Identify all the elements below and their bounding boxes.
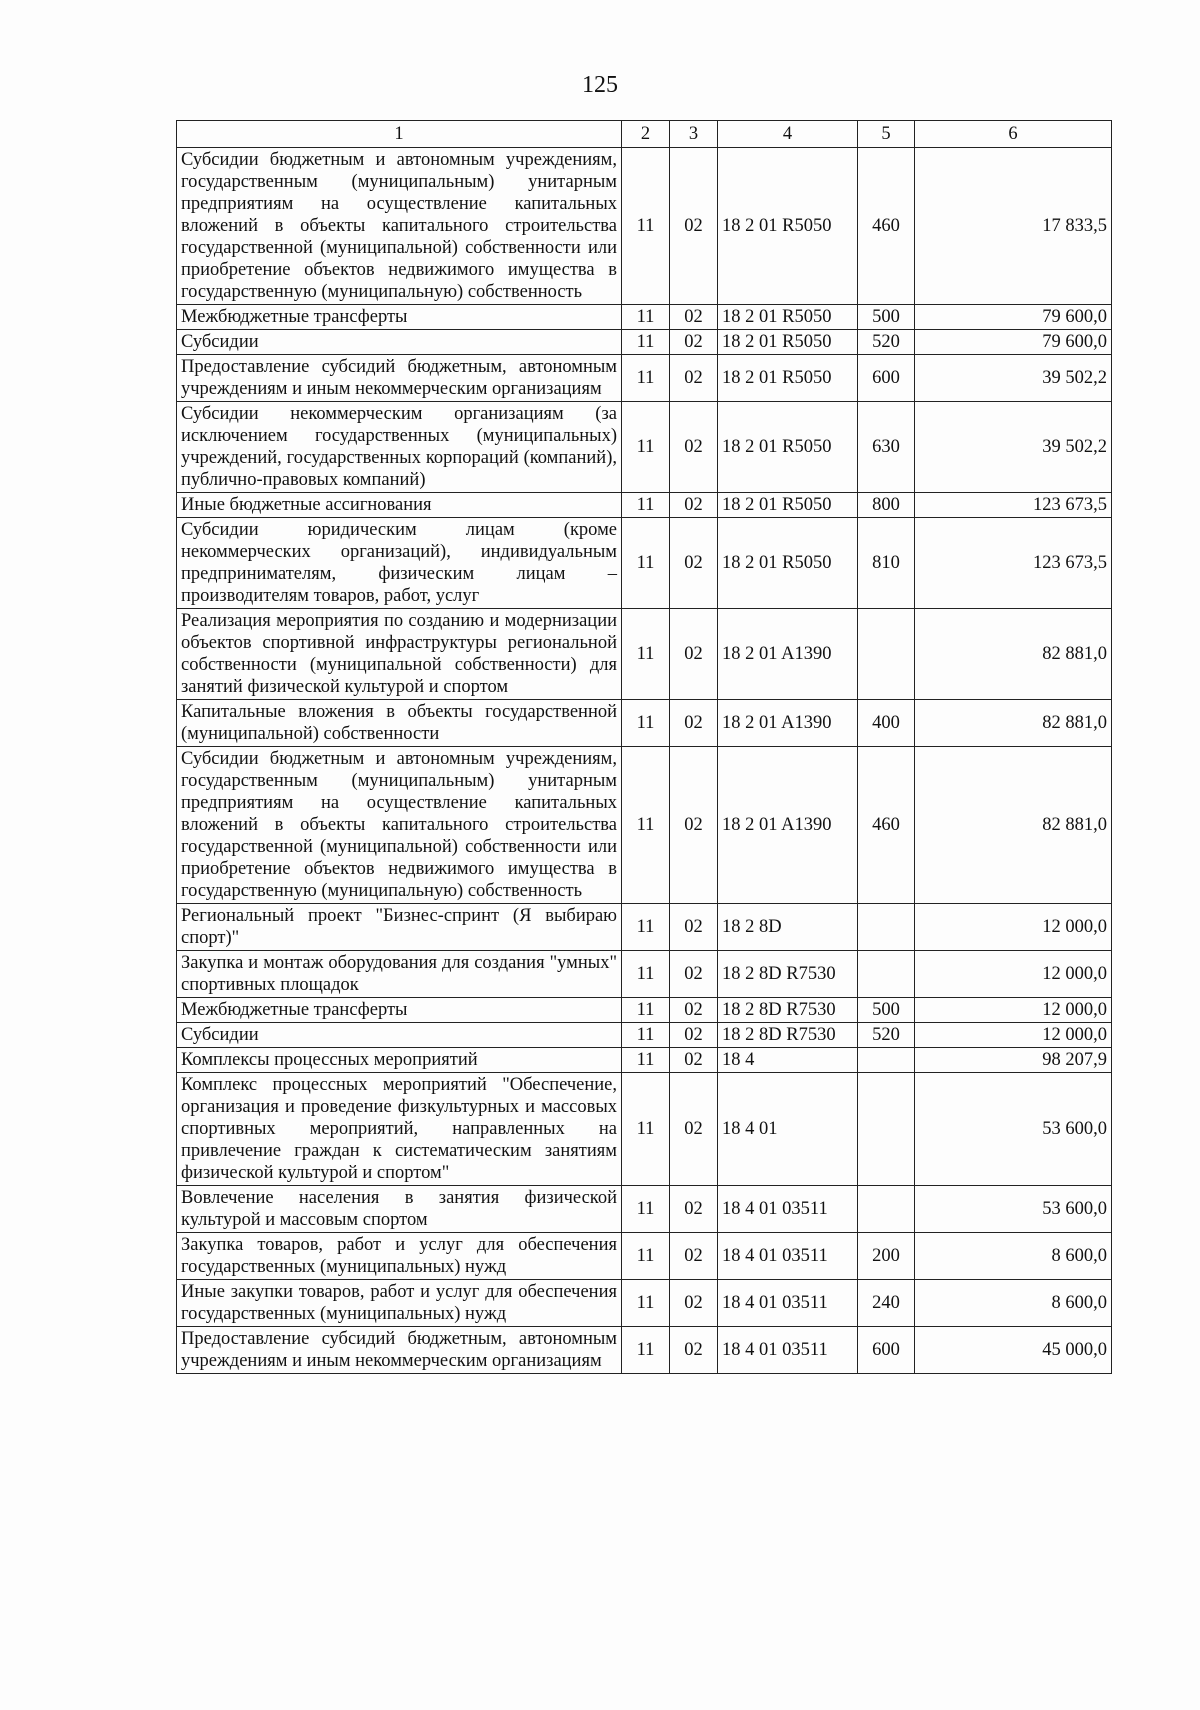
row-expense-type: 460	[858, 747, 915, 904]
row-name: Субсидии	[177, 1023, 622, 1048]
row-amount: 8 600,0	[915, 1233, 1112, 1280]
row-subsection: 02	[670, 1023, 718, 1048]
row-name: Вовлечение населения в занятия физической культурой и массовым спортом	[177, 1186, 622, 1233]
row-amount: 45 000,0	[915, 1327, 1112, 1374]
row-section: 11	[622, 904, 670, 951]
row-subsection: 02	[670, 1073, 718, 1186]
row-section: 11	[622, 1280, 670, 1327]
column-header-amount: 6	[915, 121, 1112, 148]
row-amount: 53 600,0	[915, 1073, 1112, 1186]
row-target: 18 2 8D R7530	[718, 1023, 858, 1048]
row-target: 18 2 01 R5050	[718, 518, 858, 609]
row-amount: 123 673,5	[915, 493, 1112, 518]
row-amount: 8 600,0	[915, 1280, 1112, 1327]
row-expense-type: 200	[858, 1233, 915, 1280]
column-header-subsection: 3	[670, 121, 718, 148]
row-amount: 82 881,0	[915, 747, 1112, 904]
row-subsection: 02	[670, 1233, 718, 1280]
row-expense-type	[858, 951, 915, 998]
row-name: Межбюджетные трансферты	[177, 305, 622, 330]
table-row	[177, 148, 1112, 305]
row-name: Иные закупки товаров, работ и услуг для обеспечения государственных (муниципальных) нужд	[177, 1280, 622, 1327]
row-name: Капитальные вложения в объекты государственной (муниципальной) собственности	[177, 700, 622, 747]
row-name: Предоставление субсидий бюджетным, автономным учреждениям и иным некоммерческим организациям	[177, 355, 622, 402]
row-target: 18 2 01 A1390	[718, 609, 858, 700]
row-target: 18 4 01 03511	[718, 1327, 858, 1374]
row-subsection: 02	[670, 305, 718, 330]
row-expense-type: 520	[858, 330, 915, 355]
row-section: 11	[622, 998, 670, 1023]
row-name: Предоставление субсидий бюджетным, автономным учреждениям и иным некоммерческим организациям	[177, 1327, 622, 1374]
column-header-target: 4	[718, 121, 858, 148]
row-target: 18 2 01 R5050	[718, 305, 858, 330]
row-subsection: 02	[670, 951, 718, 998]
row-name: Закупка товаров, работ и услуг для обеспечения государственных (муниципальных) нужд	[177, 1233, 622, 1280]
row-target: 18 2 01 A1390	[718, 700, 858, 747]
row-amount: 123 673,5	[915, 518, 1112, 609]
row-expense-type: 520	[858, 1023, 915, 1048]
row-subsection: 02	[670, 904, 718, 951]
table-row	[177, 1073, 1112, 1186]
row-section: 11	[622, 330, 670, 355]
row-expense-type: 600	[858, 355, 915, 402]
row-amount: 53 600,0	[915, 1186, 1112, 1233]
row-amount: 39 502,2	[915, 402, 1112, 493]
row-name: Реализация мероприятия по созданию и модернизации объектов спортивной инфраструктуры региональной собственности (муниципальной собственности) для занятий физической культурой и спортом	[177, 609, 622, 700]
row-expense-type: 600	[858, 1327, 915, 1374]
row-subsection: 02	[670, 493, 718, 518]
row-target: 18 2 8D	[718, 904, 858, 951]
table-row	[177, 355, 1112, 402]
row-expense-type	[858, 609, 915, 700]
row-expense-type: 800	[858, 493, 915, 518]
row-target: 18 2 01 R5050	[718, 148, 858, 305]
page-number: 125	[582, 72, 618, 98]
row-section: 11	[622, 402, 670, 493]
row-subsection: 02	[670, 998, 718, 1023]
column-header-section: 2	[622, 121, 670, 148]
row-name: Региональный проект "Бизнес-спринт (Я выбираю спорт)"	[177, 904, 622, 951]
row-amount: 98 207,9	[915, 1048, 1112, 1073]
row-name: Субсидии юридическим лицам (кроме некоммерческих организаций), индивидуальным предпринимателям, физическим лицам – производителям товаров, работ, услуг	[177, 518, 622, 609]
row-section: 11	[622, 493, 670, 518]
table-row	[177, 402, 1112, 493]
row-target: 18 2 01 A1390	[718, 747, 858, 904]
row-subsection: 02	[670, 1280, 718, 1327]
table-row	[177, 951, 1112, 998]
row-target: 18 2 8D R7530	[718, 951, 858, 998]
row-section: 11	[622, 951, 670, 998]
row-expense-type	[858, 1048, 915, 1073]
row-target: 18 2 01 R5050	[718, 330, 858, 355]
row-expense-type: 240	[858, 1280, 915, 1327]
row-section: 11	[622, 1023, 670, 1048]
row-subsection: 02	[670, 1327, 718, 1374]
row-amount: 79 600,0	[915, 305, 1112, 330]
row-target: 18 4 01 03511	[718, 1186, 858, 1233]
table-row	[177, 1327, 1112, 1374]
table-row	[177, 1048, 1112, 1073]
row-name: Субсидии	[177, 330, 622, 355]
row-section: 11	[622, 518, 670, 609]
table-row	[177, 1023, 1112, 1048]
column-header-name: 1	[177, 121, 622, 148]
row-target: 18 4 01 03511	[718, 1233, 858, 1280]
row-amount: 12 000,0	[915, 951, 1112, 998]
table-row	[177, 1233, 1112, 1280]
row-amount: 39 502,2	[915, 355, 1112, 402]
row-section: 11	[622, 1327, 670, 1374]
row-target: 18 2 01 R5050	[718, 402, 858, 493]
row-name: Субсидии бюджетным и автономным учреждениям, государственным (муниципальным) унитарным предприятиям на осуществление капитальных вложений в объекты капитального строительства государственной (муниципальной) собственности или приобретение объектов недвижимого имущества в государственную (муниципальную) собственность	[177, 747, 622, 904]
row-name: Субсидии некоммерческим организациям (за исключением государственных (муниципальных) учреждений, государственных корпораций (компаний), публично-правовых компаний)	[177, 402, 622, 493]
table-row	[177, 904, 1112, 951]
row-name: Иные бюджетные ассигнования	[177, 493, 622, 518]
row-expense-type: 630	[858, 402, 915, 493]
row-name: Комплексы процессных мероприятий	[177, 1048, 622, 1073]
table-row	[177, 609, 1112, 700]
table-row	[177, 1186, 1112, 1233]
table-row	[177, 330, 1112, 355]
row-target: 18 4 01	[718, 1073, 858, 1186]
row-target: 18 4 01 03511	[718, 1280, 858, 1327]
row-expense-type: 500	[858, 998, 915, 1023]
row-section: 11	[622, 700, 670, 747]
row-amount: 12 000,0	[915, 998, 1112, 1023]
table-header-row	[177, 121, 1112, 148]
table-row	[177, 700, 1112, 747]
row-expense-type	[858, 904, 915, 951]
row-name: Субсидии бюджетным и автономным учреждениям, государственным (муниципальным) унитарным предприятиям на осуществление капитальных вложений в объекты капитального строительства государственной (муниципальной) собственности или приобретение объектов недвижимого имущества в государственную (муниципальную) собственность	[177, 148, 622, 305]
table-row	[177, 493, 1112, 518]
row-name: Комплекс процессных мероприятий "Обеспечение, организация и проведение физкультурных и массовых спортивных мероприятий, направленных на привлечение граждан к систематическим занятиям физической культурой и спортом"	[177, 1073, 622, 1186]
row-subsection: 02	[670, 402, 718, 493]
row-section: 11	[622, 1073, 670, 1186]
row-name: Межбюджетные трансферты	[177, 998, 622, 1023]
row-section: 11	[622, 148, 670, 305]
row-expense-type: 460	[858, 148, 915, 305]
table-row	[177, 998, 1112, 1023]
row-expense-type	[858, 1186, 915, 1233]
row-target: 18 2 8D R7530	[718, 998, 858, 1023]
row-target: 18 2 01 R5050	[718, 493, 858, 518]
row-section: 11	[622, 1233, 670, 1280]
budget-table	[176, 120, 1112, 1374]
row-section: 11	[622, 1186, 670, 1233]
row-expense-type: 810	[858, 518, 915, 609]
row-subsection: 02	[670, 747, 718, 904]
row-subsection: 02	[670, 1048, 718, 1073]
row-subsection: 02	[670, 330, 718, 355]
row-section: 11	[622, 1048, 670, 1073]
row-subsection: 02	[670, 1186, 718, 1233]
row-target: 18 2 01 R5050	[718, 355, 858, 402]
table-row	[177, 305, 1112, 330]
row-amount: 12 000,0	[915, 904, 1112, 951]
row-amount: 82 881,0	[915, 700, 1112, 747]
row-subsection: 02	[670, 700, 718, 747]
row-amount: 82 881,0	[915, 609, 1112, 700]
table-row	[177, 518, 1112, 609]
row-amount: 12 000,0	[915, 1023, 1112, 1048]
row-target: 18 4	[718, 1048, 858, 1073]
row-expense-type: 400	[858, 700, 915, 747]
row-section: 11	[622, 609, 670, 700]
row-section: 11	[622, 747, 670, 904]
row-name: Закупка и монтаж оборудования для создания "умных" спортивных площадок	[177, 951, 622, 998]
row-section: 11	[622, 355, 670, 402]
row-expense-type: 500	[858, 305, 915, 330]
row-subsection: 02	[670, 355, 718, 402]
row-amount: 17 833,5	[915, 148, 1112, 305]
column-header-expense-type: 5	[858, 121, 915, 148]
table-row	[177, 1280, 1112, 1327]
row-subsection: 02	[670, 518, 718, 609]
row-amount: 79 600,0	[915, 330, 1112, 355]
row-subsection: 02	[670, 609, 718, 700]
row-expense-type	[858, 1073, 915, 1186]
row-section: 11	[622, 305, 670, 330]
row-subsection: 02	[670, 148, 718, 305]
table-row	[177, 747, 1112, 904]
